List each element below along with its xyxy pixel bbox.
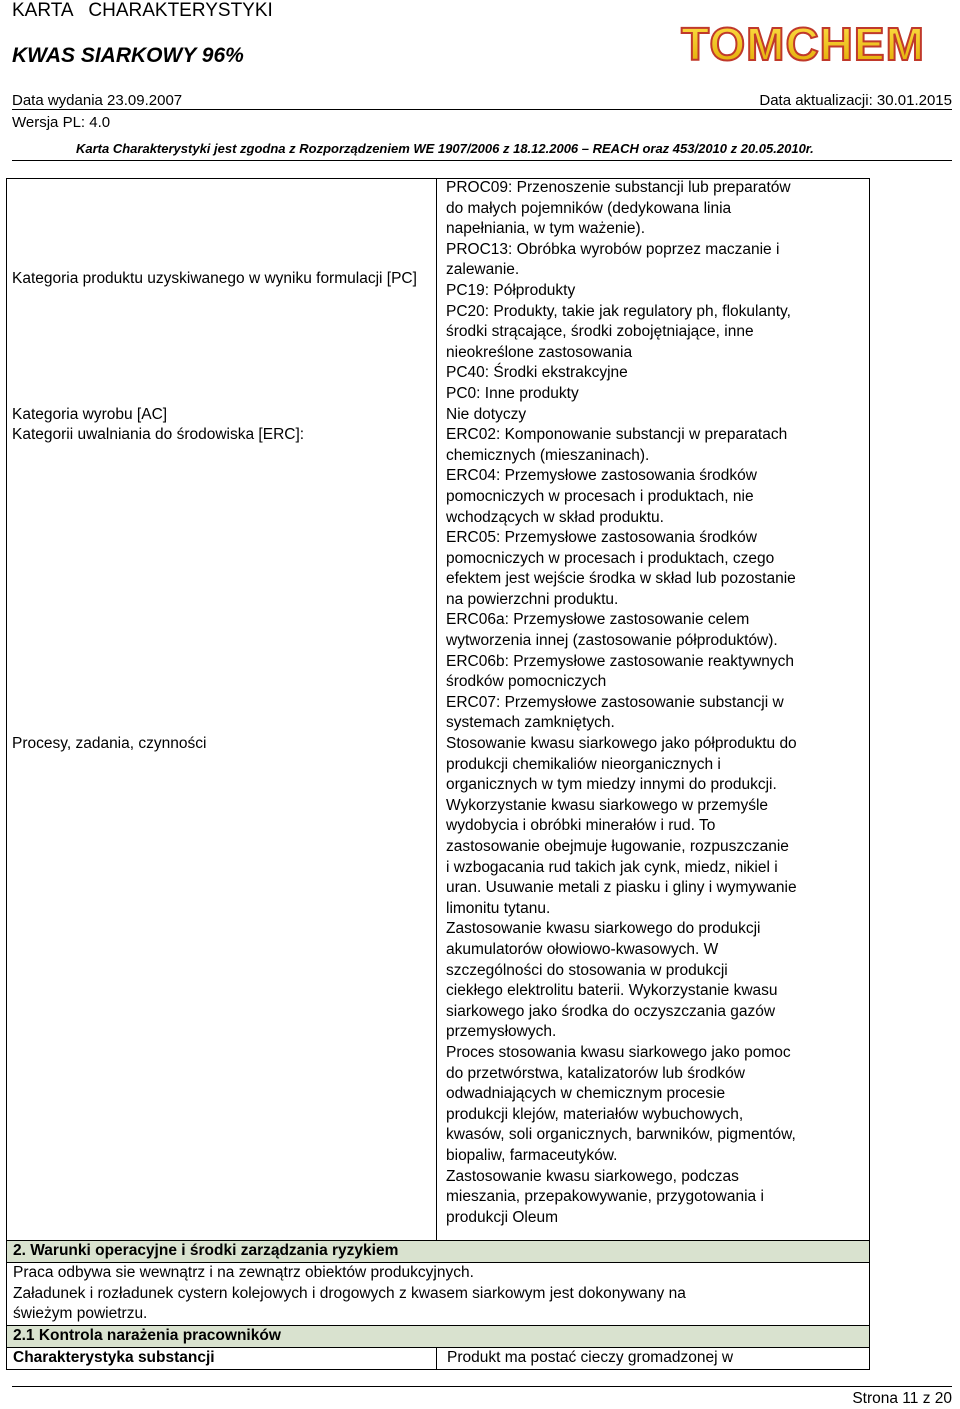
row-value-line: wydobycia i obróbki minerałów i rud. To <box>446 817 716 835</box>
row-value <box>436 734 870 1228</box>
issue-date: Data wydania 23.09.2007 <box>12 92 183 109</box>
section-2-text-2: Załadunek i rozładunek cystern kolejowych i drogowych z kwasem siarkowym jest dokonywany na <box>6 1284 870 1305</box>
row-value-line: i wzbogacania rud takich jak cynk, miedz, nikiel i <box>446 858 778 876</box>
row-value-line: limonitu tytanu. <box>446 899 551 917</box>
page-number: Strona 11 z 20 <box>852 1390 952 1407</box>
table-row <box>6 405 870 426</box>
row-label <box>6 178 436 281</box>
reach-compliance-note: Karta Charakterystyki jest zgodna z Rozporządzeniem WE 1907/2006 z 18.12.2006 – REACH oraz 453/2010 z 20.05.2010r. <box>76 141 814 156</box>
row-value <box>436 425 870 734</box>
row-value-line: uran. Usuwanie metali z piasku i gliny i wymywanie <box>446 879 797 897</box>
row-value-line: Proces stosowania kwasu siarkowego jako pomoc <box>446 1043 791 1061</box>
row-value-line: ERC06b: Przemysłowe zastosowanie reaktywnych <box>446 652 795 670</box>
row-value-line: produkcji klejów, materiałów wybuchowych, <box>446 1105 744 1123</box>
row-value <box>436 405 870 426</box>
document-header <box>0 0 960 170</box>
section-2 <box>6 1240 870 1370</box>
row-value-line: ERC02: Komponowanie substancji w preparatach <box>446 426 788 444</box>
tomchem-logo <box>668 4 938 80</box>
row-value-line: kwasów, soli organicznych, barwników, pigmentów, <box>446 1126 796 1144</box>
row-value-line: środki strącające, środki zobojętniające, inne <box>446 323 754 341</box>
svg-text:TOMCHEM: TOMCHEM <box>681 18 925 70</box>
header-divider <box>12 109 952 110</box>
version: Wersja PL: 4.0 <box>12 114 111 131</box>
row-value-line: PC0: Inne produkty <box>446 384 579 402</box>
row-value-line: Nie dotyczy <box>446 405 527 423</box>
row-value-line: produkcji chemikaliów nieorganicznych i <box>446 755 721 773</box>
row-value-line: PC19: Półprodukty <box>446 281 576 299</box>
row-value <box>436 281 870 405</box>
row-value-line: ERC05: Przemysłowe zastosowania środków <box>446 529 757 547</box>
row-value-line: systemach zamkniętych. <box>446 714 615 732</box>
section-2-1-heading: 2.1 Kontrola narażenia pracowników <box>6 1325 870 1348</box>
row-value-line: PROC13: Obróbka wyrobów poprzez maczanie i <box>446 240 780 258</box>
usage-table <box>6 178 870 1228</box>
row-value-line: nieokreślone zastosowania <box>446 343 633 361</box>
row-value-line: pomocniczych w procesach i produktach, nie <box>446 487 754 505</box>
row-value-line: Stosowanie kwasu siarkowego jako półproduktu do <box>446 735 797 753</box>
row-value-line: zalewanie. <box>446 261 520 279</box>
row-value-line: ERC04: Przemysłowe zastosowania środków <box>446 467 757 485</box>
row-value-line: produkcji Oleum <box>446 1208 558 1226</box>
row-value-line: efektem jest wejście środka w skład lub pozostanie <box>446 570 796 588</box>
table-row <box>6 425 870 734</box>
row-value-line: PC40: Środki ekstrakcyjne <box>446 364 628 382</box>
document-type-title: KARTA CHARAKTERYSTYKI <box>12 0 273 21</box>
row-value-line: PC20: Produkty, takie jak regulatory ph, flokulanty, <box>446 302 791 320</box>
row-label: Kategoria wyrobu [AC] <box>12 405 168 423</box>
table-row <box>6 734 870 1228</box>
section-2-text-3: świeżym powietrzu. <box>6 1304 870 1325</box>
row-value-line: odwadniających w chemicznym procesie <box>446 1085 726 1103</box>
update-date: Data aktualizacji: 30.01.2015 <box>759 92 952 109</box>
row-value-line: pomocniczych w procesach i produktach, czego <box>446 549 775 567</box>
row-value-line: chemicznych (mieszaninach). <box>446 446 650 464</box>
row-value-line: szczególności do stosowania w produkcji <box>446 961 728 979</box>
row-value-line: ciekłego elektrolitu baterii. Wykorzystanie kwasu <box>446 982 778 1000</box>
row-value: Produkt ma postać cieczy gromadzonej w <box>447 1348 734 1366</box>
row-value-line: zastosowanie obejmuje ługowanie, rozpuszczanie <box>446 838 789 855</box>
table-row <box>6 178 870 281</box>
row-value-line: ERC07: Przemysłowe zastosowanie substancji w <box>446 693 784 711</box>
row-value-line: Wykorzystanie kwasu siarkowego w przemyśle <box>446 796 769 814</box>
row-label: Procesy, zadania, czynności <box>12 735 207 753</box>
header-divider-bottom <box>12 160 952 161</box>
section-2-heading: 2. Warunki operacyjne i środki zarządzania ryzykiem <box>6 1240 870 1263</box>
row-value-line: napełniania, w tym ważenie). <box>446 220 646 238</box>
row-label: Kategorii uwalniania do środowiska [ERC]: <box>12 426 305 444</box>
row-value-line: mieszania, przepakowywanie, przygotowania i <box>446 1188 764 1206</box>
row-value-line: wytworzenia innej (zastosowanie półproduktów). <box>446 632 778 650</box>
row-value <box>436 178 870 281</box>
footer-divider <box>12 1386 952 1387</box>
row-value-line: PROC09: Przenoszenie substancji lub preparatów <box>446 179 791 196</box>
row-value-line: siarkowego jako środka do oczyszczania gazów <box>446 1002 776 1020</box>
row-value-line: wchodzących w skład produktu. <box>446 508 664 526</box>
row-value-line: biopaliw, farmaceutyków. <box>446 1146 618 1164</box>
row-value-line: na powierzchni produktu. <box>446 590 619 608</box>
substance-characteristics-row <box>6 1348 870 1370</box>
section-2-text-1: Praca odbywa sie wewnątrz i na zewnątrz obiektów produkcyjnych. <box>6 1263 870 1284</box>
product-name-title: KWAS SIARKOWY 96% <box>12 44 244 67</box>
row-value-line: akumulatorów ołowiowo-kwasowych. W <box>446 940 719 958</box>
row-value-line: środków pomocniczych <box>446 673 607 691</box>
row-value-line: przemysłowych. <box>446 1023 557 1041</box>
row-value-line: Zastosowanie kwasu siarkowego, podczas <box>446 1167 739 1185</box>
row-value-line: organicznych w tym miedzy innymi do produkcji. <box>446 776 777 794</box>
row-value-line: ERC06a: Przemysłowe zastosowanie celem <box>446 611 750 629</box>
row-value-line: do przetwórstwa, katalizatorów lub środków <box>446 1064 745 1082</box>
row-label: Charakterystyka substancji <box>7 1348 437 1369</box>
row-value-line: do małych pojemników (dedykowana linia <box>446 199 732 217</box>
row-label: Kategoria produktu uzyskiwanego w wyniku formulacji [PC] <box>12 269 417 287</box>
row-value-line: Zastosowanie kwasu siarkowego do produkcji <box>446 920 761 938</box>
